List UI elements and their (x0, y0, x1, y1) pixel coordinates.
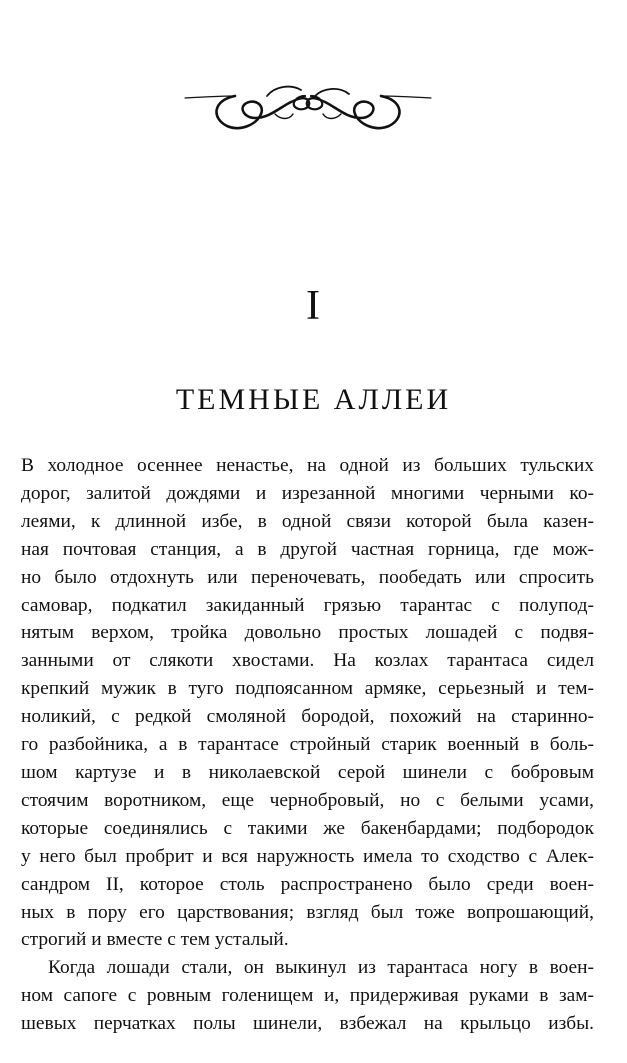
text-line: которые соединялись с такими же бакенбардами; подбородок (21, 817, 594, 839)
text-line: строгий и вместе с тем усталый. (21, 929, 289, 951)
text-line: В холодное осеннее ненастье, на одной из больших тульских (21, 455, 594, 476)
chapter-number: I (306, 283, 321, 329)
paragraph-2 (21, 954, 594, 1038)
text-line: шом картузе и в николаевской серой шинели с бобровым (21, 761, 594, 783)
text-line: Когда лошади стали, он выкинул из тарантаса ногу в воен- (48, 957, 594, 979)
text-line: ноликий, с редкой смоляной бородой, похожий на старинно- (21, 706, 594, 728)
body-text (21, 452, 594, 1038)
text-line: нятым верхом, тройка довольно простых лошадей с подвя- (21, 622, 594, 644)
text-line: самовар, подкатил закиданный грязью тарантас с полупод- (21, 594, 594, 616)
text-line: у него был пробрит и вся наружность имела то сходство с Алек- (21, 845, 594, 867)
text-line: дорог, залитой дождями и изрезанной многими черными ко- (21, 482, 594, 504)
text-line: но было отдохнуть или переночевать, пообедать или спросить (21, 566, 594, 588)
text-line: шевых перчатках полы шинели, взбежал на крыльцо избы. (21, 1013, 594, 1035)
paragraph-1 (21, 452, 594, 954)
text-line: го разбойника, а в тарантасе стройный старик военный в боль- (21, 734, 594, 756)
text-line: занными от слякоти хвостами. На козлах тарантаса сидел (21, 650, 594, 672)
flourish-ornament-icon (183, 74, 433, 136)
text-line: леями, к длинной избе, в одной связи которой была казен- (21, 510, 594, 532)
text-line: сандром II, которое столь распространено было среди воен- (21, 873, 594, 895)
text-line: стоячим воротником, еще чернобровый, но с белыми усами, (21, 789, 594, 811)
chapter-title: ТЕМНЫЕ АЛЛЕИ (175, 383, 452, 416)
text-line: ных в пору его царствования; взгляд был тоже вопрошающий, (21, 901, 594, 923)
text-line: крепкий мужик в туго подпоясанном армяке, серьезный и тем- (21, 678, 594, 700)
text-line: ном сапоге с ровным голенищем и, придерживая руками в зам- (21, 985, 594, 1007)
text-line: ная почтовая станция, а в другой частная горница, где мож- (21, 538, 594, 560)
